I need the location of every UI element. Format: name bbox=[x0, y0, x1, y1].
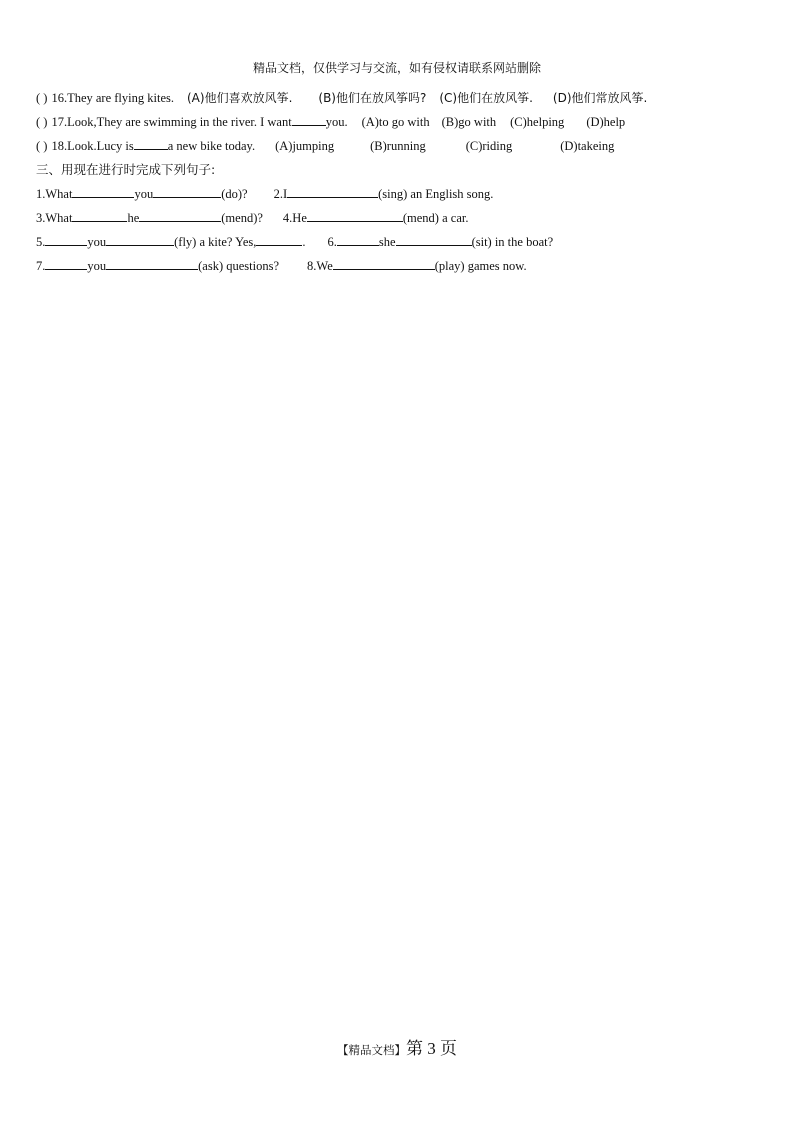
answer-blank[interactable] bbox=[139, 210, 221, 222]
sentence-5-start: 5. bbox=[36, 235, 46, 249]
sentence-1-start: 1.What bbox=[36, 187, 73, 201]
sentence-2-end: (sing) an English song. bbox=[378, 187, 494, 201]
answer-blank[interactable] bbox=[256, 234, 302, 246]
page-footer bbox=[0, 1034, 794, 1059]
page-number: 第 3 页 bbox=[406, 1039, 457, 1058]
answer-blank[interactable] bbox=[396, 234, 472, 246]
answer-blank[interactable] bbox=[72, 186, 134, 198]
answer-paren: ( ) bbox=[36, 91, 48, 105]
sentence-4-start: 4.He bbox=[282, 211, 307, 225]
sentence-2-start: 2.I bbox=[273, 187, 288, 201]
option-c: (C)helping bbox=[510, 115, 565, 129]
sentence-1-word: you bbox=[134, 187, 154, 201]
answer-blank[interactable] bbox=[333, 258, 435, 270]
sentence-8-end: (play) games now. bbox=[434, 259, 527, 273]
question-stem: 16.They are flying kites. bbox=[51, 91, 174, 105]
page-header-notice: 精品文档，仅供学习与交流，如有侵权请联系网站删除 bbox=[252, 61, 541, 75]
sentence-1-end: (do)? bbox=[221, 187, 248, 201]
sentence-3-start: 3.What bbox=[36, 211, 73, 225]
option-a: (A)他们喜欢放风筝. bbox=[187, 91, 293, 105]
answer-blank[interactable] bbox=[45, 234, 87, 246]
option-d: (D)help bbox=[586, 115, 626, 129]
option-a: (A)to go with bbox=[361, 115, 430, 129]
sentence-4-end: (mend) a car. bbox=[402, 211, 469, 225]
footer-tag: 【精品文档】 bbox=[337, 1043, 406, 1057]
question-16 bbox=[36, 90, 647, 106]
answer-blank[interactable] bbox=[134, 138, 168, 150]
sentence-7-start: 7. bbox=[36, 259, 46, 273]
answer-blank[interactable] bbox=[307, 210, 403, 222]
option-a: (A)jumping bbox=[275, 139, 335, 153]
sentence-5-end: . bbox=[302, 235, 306, 249]
answer-paren: ( ) bbox=[36, 139, 48, 153]
answer-blank[interactable] bbox=[72, 210, 127, 222]
sentence-6-word: she bbox=[378, 235, 396, 249]
sentence-5-mid: (fly) a kite? Yes, bbox=[174, 235, 257, 249]
sentence-5-word: you bbox=[87, 235, 107, 249]
question-stem: 18.Look.Lucy is bbox=[51, 139, 134, 153]
option-c: (C)他们在放风筝. bbox=[439, 91, 533, 105]
question-stem-end: you. bbox=[325, 115, 348, 129]
answer-blank[interactable] bbox=[292, 114, 326, 126]
answer-paren: ( ) bbox=[36, 115, 48, 129]
sentence-8-start: 8.We bbox=[307, 259, 333, 273]
sentence-7-word: you bbox=[87, 259, 107, 273]
question-stem-end: a new bike today. bbox=[167, 139, 256, 153]
question-17 bbox=[36, 114, 625, 130]
question-stem: 17.Look,They are swimming in the river. I want bbox=[51, 115, 292, 129]
sentence-6-start: 6. bbox=[327, 235, 337, 249]
answer-blank[interactable] bbox=[106, 234, 174, 246]
option-d: (D)他们常放风筝. bbox=[552, 91, 648, 105]
fill-row-4 bbox=[36, 258, 527, 274]
answer-blank[interactable] bbox=[45, 258, 87, 270]
fill-row-3 bbox=[36, 234, 553, 250]
sentence-3-word: he bbox=[127, 211, 140, 225]
answer-blank[interactable] bbox=[337, 234, 379, 246]
option-b: (B)running bbox=[370, 139, 426, 153]
sentence-7-end: (ask) questions? bbox=[198, 259, 280, 273]
answer-blank[interactable] bbox=[153, 186, 221, 198]
sentence-6-end: (sit) in the boat? bbox=[471, 235, 554, 249]
fill-row-2 bbox=[36, 210, 468, 226]
option-b: (B)go with bbox=[441, 115, 497, 129]
section-3-title: 三、用现在进行时完成下列句子: bbox=[36, 162, 216, 177]
fill-row-1 bbox=[36, 186, 493, 202]
option-b: (B)他们在放风筝吗? bbox=[318, 91, 427, 105]
option-d: (D)takeing bbox=[560, 139, 615, 153]
sentence-3-end: (mend)? bbox=[221, 211, 263, 225]
answer-blank[interactable] bbox=[287, 186, 378, 198]
question-18 bbox=[36, 138, 614, 154]
answer-blank[interactable] bbox=[106, 258, 198, 270]
option-c: (C)riding bbox=[465, 139, 513, 153]
